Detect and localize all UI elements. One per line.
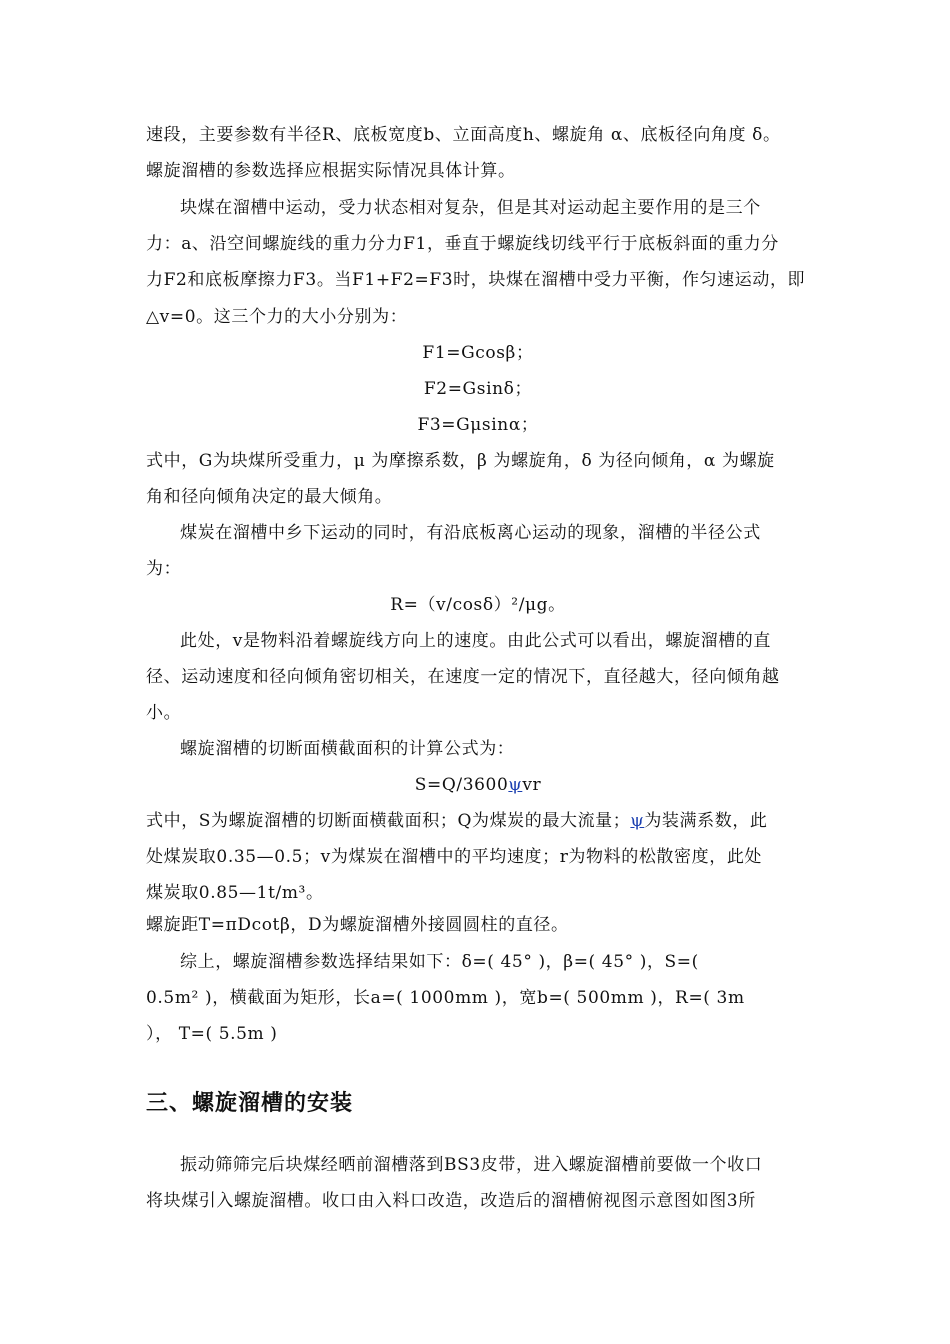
paragraph-line: 将块煤引入螺旋溜槽。收口由入料口改造，改造后的溜槽俯视图示意图如图3所 — [146, 1191, 756, 1211]
paragraph-line: 块煤在溜槽中运动，受力状态相对复杂，但是其对运动起主要作用的是三个 — [180, 198, 761, 218]
paragraph-text: 式中，S为螺旋溜槽的切断面横截面积；Q为煤炭的最大流量； — [146, 811, 631, 831]
paragraph-line: 0.5m² )，横截面为矩形，长a=( 1000mm )，宽b=( 500mm )，R=( 3m — [146, 988, 745, 1008]
paragraph-line: 螺旋溜槽的切断面横截面积的计算公式为： — [180, 739, 515, 759]
paragraph-line: 振动筛筛完后块煤经晒前溜槽落到BS3皮带，进入螺旋溜槽前要做一个收口 — [180, 1155, 763, 1175]
paragraph-line: 速段，主要参数有半径R、底板宽度b、立面高度h、螺旋角 α、底板径向角度 δ。 — [146, 125, 781, 145]
psi-link[interactable]: ψ — [630, 811, 645, 831]
paragraph-line: 角和径向倾角决定的最大倾角。 — [146, 487, 393, 507]
paragraph-line: △v=0。这三个力的大小分别为： — [146, 307, 408, 327]
paragraph-line: 径、运动速度和径向倾角密切相关，在速度一定的情况下，直径越大，径向倾角越 — [146, 667, 780, 687]
section-heading: 三、螺旋溜槽的安装 — [146, 1091, 354, 1116]
paragraph-line: 煤炭在溜槽中乡下运动的同时，有沿底板离心运动的现象，溜槽的半径公式 — [180, 523, 761, 543]
formula-area-part: S=Q/3600 — [414, 775, 509, 795]
paragraph-line: 处煤炭取0.35—0.5；v为煤炭在溜槽中的平均速度；r为物料的松散密度，此处 — [146, 847, 763, 867]
formula-f1: F1=Gcosβ； — [422, 343, 534, 363]
formula-f2: F2=Gsinδ； — [423, 379, 533, 399]
paragraph-line: 力：a、沿空间螺旋线的重力分力F1，垂直于螺旋线切线平行于底板斜面的重力分 — [146, 234, 779, 254]
formula-f3: F3=Gμsinα； — [417, 415, 539, 435]
paragraph-line: 小。 — [146, 703, 182, 723]
paragraph-line: 螺旋溜槽的参数选择应根据实际情况具体计算。 — [146, 161, 516, 181]
formula-area — [146, 773, 810, 797]
formula-radius: R=（v/cosδ）²/μg。 — [390, 595, 566, 615]
paragraph-text: 为装满系数，此 — [644, 811, 768, 831]
paragraph-line: ）， T=( 5.5m ) — [146, 1024, 278, 1044]
paragraph-line: 煤炭取0.85—1t/m³。 — [146, 883, 324, 903]
paragraph-line — [146, 809, 810, 833]
paragraph-line: 综上，螺旋溜槽参数选择结果如下：δ=( 45° )，β=( 45° )，S=( — [180, 952, 699, 972]
paragraph-line: 式中，G为块煤所受重力，μ 为摩擦系数，β 为螺旋角，δ 为径向倾角，α 为螺旋 — [146, 451, 775, 471]
paragraph-line: 力F2和底板摩擦力F3。当F1+F2=F3时，块煤在溜槽中受力平衡，作匀速运动，即 — [146, 270, 806, 290]
paragraph-line: 此处，v是物料沿着螺旋线方向上的速度。由此公式可以看出，螺旋溜槽的直 — [180, 631, 772, 651]
formula-area-part: vr — [522, 775, 542, 795]
paragraph-line: 为： — [146, 559, 182, 579]
paragraph-line: 螺旋距T=πDcotβ，D为螺旋溜槽外接圆圆柱的直径。 — [146, 915, 569, 935]
psi-link[interactable]: ψ — [508, 775, 523, 795]
